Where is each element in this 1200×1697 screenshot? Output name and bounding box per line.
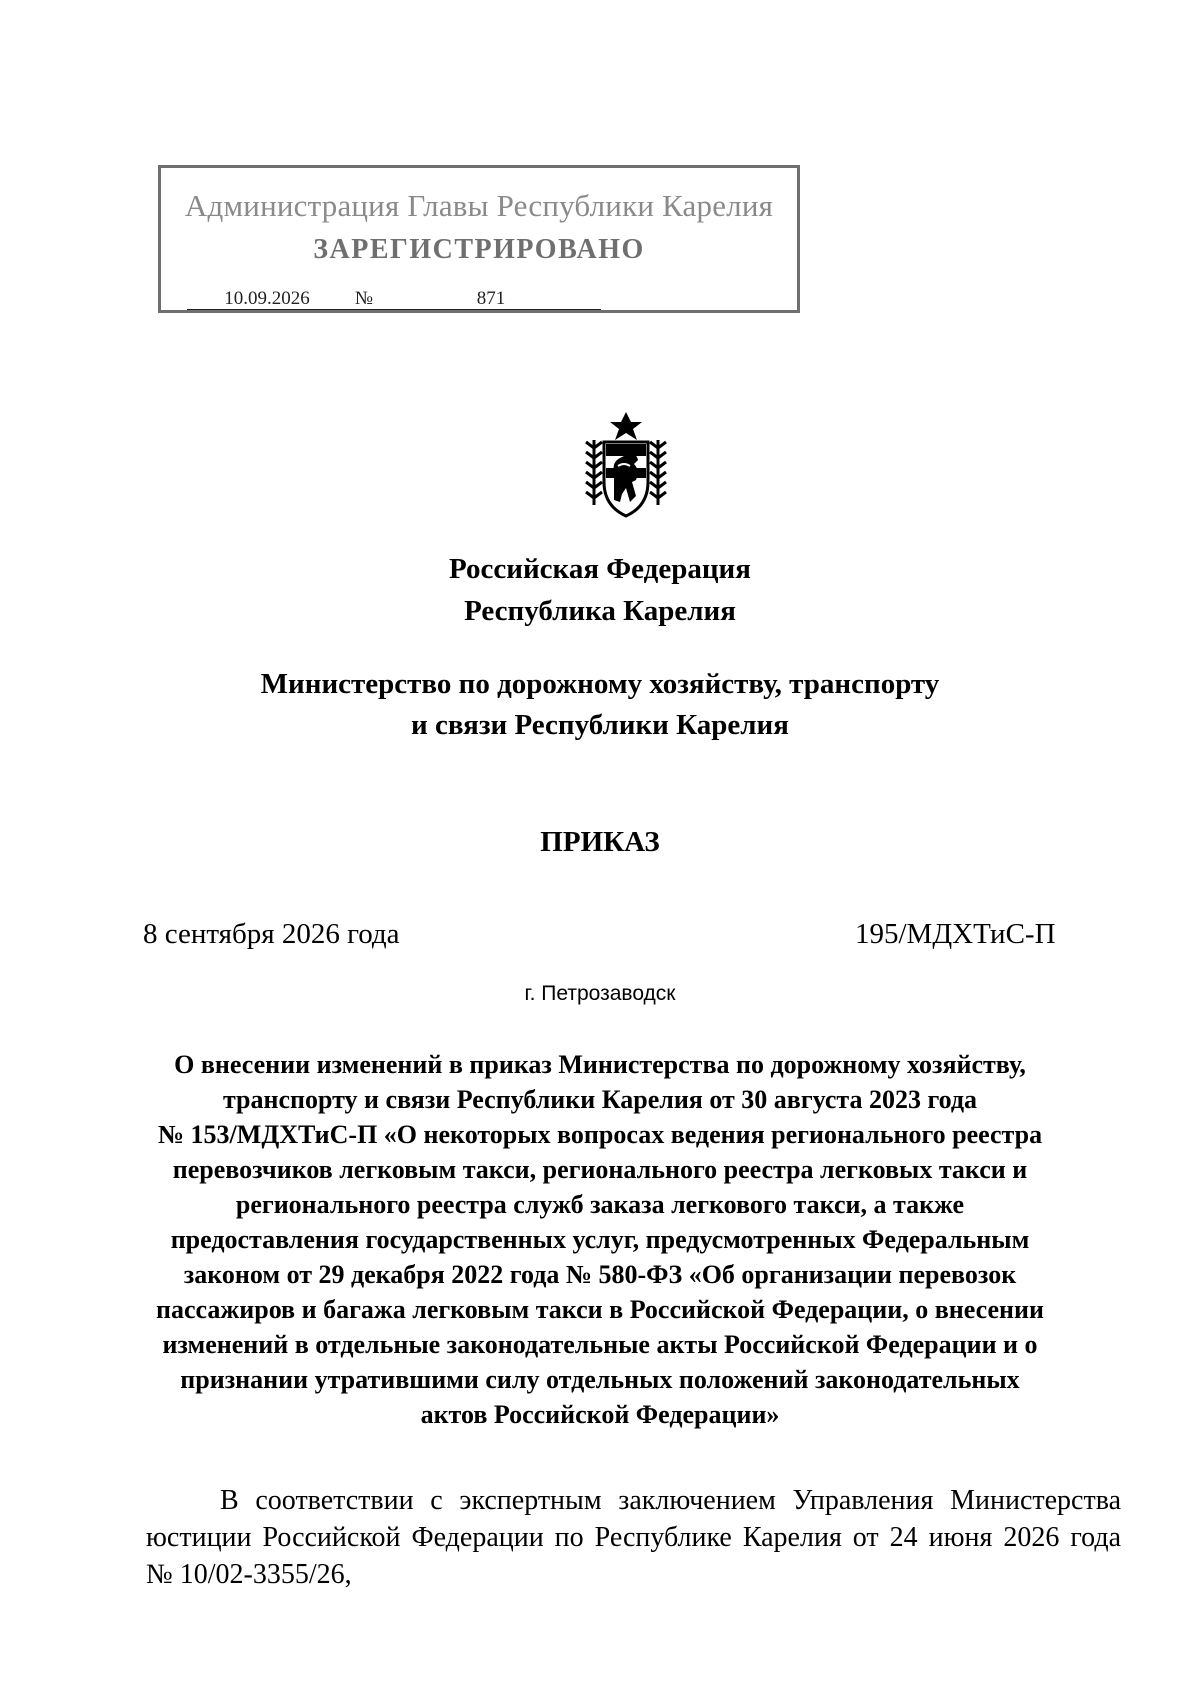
order-date: 8 сентября 2026 года: [143, 918, 400, 950]
title-line: предоставления государственных услуг, предусмотренных Федеральным: [170, 1225, 1030, 1254]
stamp-reg-number: 871: [381, 289, 601, 310]
body-line: юстиции Российской Федерации по Республике Карелия от 24 июня 2026 года: [146, 1522, 1121, 1553]
title-line: транспорту и связи Республики Карелия от 30 августа 2023 года: [222, 1085, 978, 1114]
stamp-number-sign: №: [347, 289, 381, 310]
body-line: В соответствии с экспертным заключением Управления Министерства: [220, 1485, 1121, 1516]
country-name: Российская Федерация: [449, 553, 751, 585]
title-line: регионального реестра служб заказа легкового такси, а также: [235, 1190, 965, 1219]
title-line: признании утратившими силу отдельных положений законодательных: [180, 1365, 1020, 1394]
body-line: № 10/02-3355/26,: [146, 1559, 352, 1590]
stamp-organization: Администрация Главы Республики Карелия: [184, 188, 774, 223]
title-line: законом от 29 декабря 2022 года № 580-ФЗ «Об организации перевозок: [183, 1260, 1017, 1289]
stamp-registration-line: [187, 288, 601, 310]
title-line: изменений в отдельные законодательные акты Российской Федерации и о: [162, 1330, 1038, 1359]
ministry-name-line-1: Министерство по дорожному хозяйству, транспорту: [260, 668, 940, 700]
order-number: 195/МДХТиС-П: [855, 918, 1056, 950]
title-line: перевозчиков легковым такси, регионального реестра легковых такси и: [172, 1155, 1028, 1184]
title-line: № 153/МДХТиС-П «О некоторых вопросах ведения регионального реестра: [157, 1120, 1043, 1149]
stamp-reg-date: 10.09.2026: [187, 289, 347, 310]
title-line: пассажиров и багажа легковым такси в Российской Федерации, о внесении: [156, 1295, 1044, 1324]
document-type-heading: ПРИКАЗ: [540, 826, 660, 858]
city: г. Петрозаводск: [524, 982, 676, 1005]
title-line: О внесении изменений в приказ Министерства по дорожному хозяйству,: [174, 1050, 1026, 1079]
ministry-name-line-2: и связи Республики Карелия: [411, 709, 789, 741]
region-name: Республика Карелия: [464, 595, 736, 627]
title-line: актов Российской Федерации»: [420, 1400, 780, 1429]
stamp-status: ЗАРЕГИСТРИРОВАНО: [313, 234, 645, 265]
registration-stamp: [158, 165, 800, 313]
karelia-coat-of-arms-icon: [584, 410, 668, 520]
